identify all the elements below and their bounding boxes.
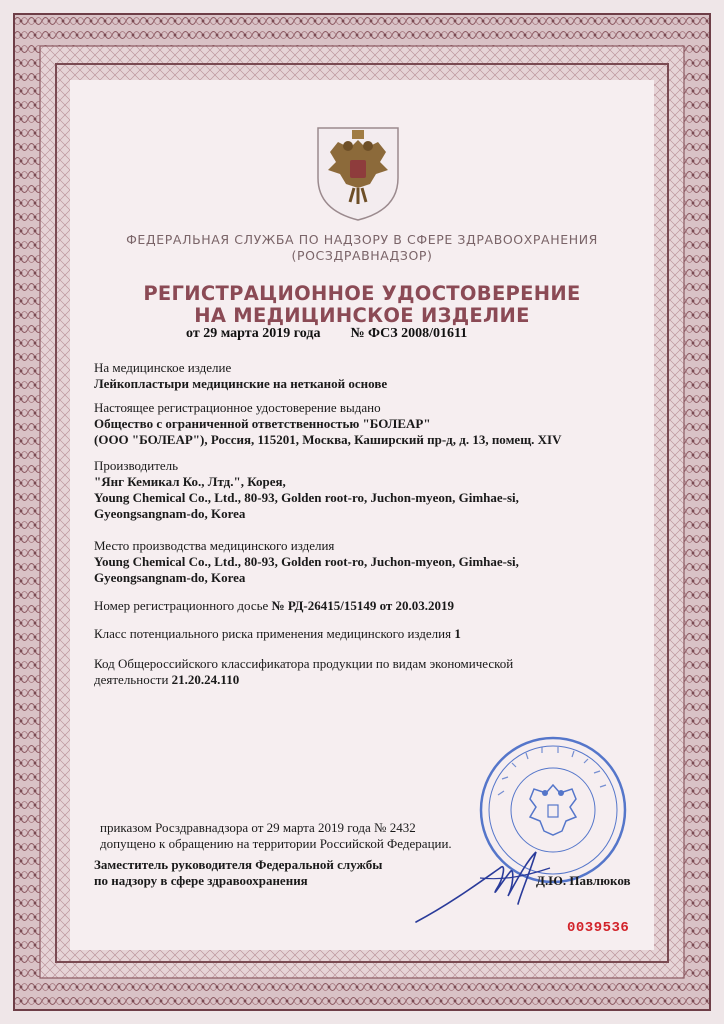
- manufacturer-section: [94, 458, 654, 522]
- signatory-name: Д.Ю. Павлюков: [536, 873, 631, 888]
- issue-date: от 29 марта 2019 года: [186, 326, 321, 341]
- coat-of-arms-icon: [310, 118, 406, 222]
- manufacturer-label: Производитель: [94, 458, 179, 473]
- issued-to-section: [94, 400, 654, 448]
- issued-to-label: Настоящее регистрационное удостоверение выдано: [94, 400, 381, 415]
- production-site-address: Young Chemical Co., Ltd., 80-93, Golden root-ro, Juchon-myeon, Gimhae-si,: [94, 554, 519, 569]
- risk-class-label: Класс потенциального риска применения медицинского изделия: [94, 626, 452, 641]
- production-site-section: [94, 538, 654, 586]
- signatory-title-1: Заместитель руководителя Федеральной службы: [94, 857, 383, 872]
- document-title: РЕГИСТРАЦИОННОЕ УДОСТОВЕРЕНИЕ: [143, 282, 581, 305]
- dossier-section: [94, 598, 654, 614]
- device-name: Лейкопластыри медицинские на нетканой основе: [94, 376, 388, 391]
- dossier-number: № РД-26415/15149 от 20.03.2019: [271, 598, 455, 613]
- order-line-2: допущено к обращению на территории Российской Федерации.: [100, 836, 452, 851]
- risk-class-section: [94, 626, 654, 642]
- serial-number: 0039536: [567, 920, 630, 936]
- order-section: [100, 820, 452, 852]
- manufacturer-address: Young Chemical Co., Ltd., 80-93, Golden root-ro, Juchon-myeon, Gimhae-si,: [94, 490, 519, 505]
- order-line-1: приказом Росздравнадзора от 29 марта 2019 года № 2432: [100, 820, 416, 835]
- holder-name: Общество с ограниченной ответственностью "БОЛЕАР": [94, 416, 431, 431]
- production-site-region: Gyeongsangnam-do, Korea: [94, 570, 246, 585]
- signatory-title-2: по надзору в сфере здравоохранения: [94, 873, 308, 888]
- manufacturer-name-ru: "Янг Кемикал Ко., Лтд.", Корея,: [94, 474, 286, 489]
- signatory-title: [94, 857, 382, 889]
- issue-line: [186, 326, 467, 342]
- certificate-number: № ФСЗ 2008/01611: [350, 326, 468, 341]
- okpd-label-1: Код Общероссийского классификатора продукции по видам экономической: [94, 656, 514, 671]
- okpd-code: 21.20.24.110: [171, 672, 240, 687]
- risk-class-value: 1: [454, 626, 461, 641]
- document-subtitle: НА МЕДИЦИНСКОЕ ИЗДЕЛИЕ: [194, 304, 530, 327]
- okpd-label-2: деятельности: [94, 672, 169, 687]
- okpd-section: [94, 656, 654, 688]
- holder-address: (ООО "БОЛЕАР"), Россия, 115201, Москва, Каширский пр-д, д. 13, помещ. XIV: [94, 432, 562, 447]
- manufacturer-region: Gyeongsangnam-do, Korea: [94, 506, 246, 521]
- dossier-label: Номер регистрационного досье: [94, 598, 269, 613]
- production-site-label: Место производства медицинского изделия: [94, 538, 335, 553]
- agency-abbreviation: (РОСЗДРАВНАДЗОР): [291, 248, 433, 263]
- agency-name: ФЕДЕРАЛЬНАЯ СЛУЖБА ПО НАДЗОРУ В СФЕРЕ ЗДРАВООХРАНЕНИЯ: [126, 232, 598, 247]
- device-label: На медицинское изделие: [94, 360, 232, 375]
- device-section: [94, 360, 654, 392]
